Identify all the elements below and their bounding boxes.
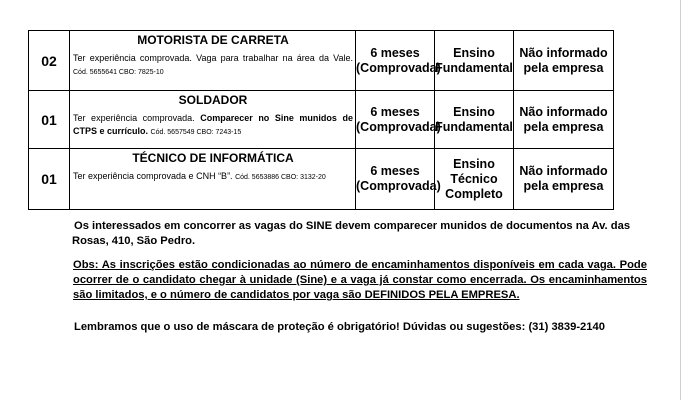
job-quantity: 01: [29, 91, 70, 149]
notice-line: Rosas, 410, São Pedro.: [72, 235, 196, 247]
education-line: Completo: [445, 186, 503, 201]
education-line: Ensino: [453, 45, 495, 60]
education-line: Técnico: [450, 171, 498, 186]
education-line: Fundamental: [435, 60, 513, 75]
education-line: Fundamental: [435, 119, 513, 134]
job-quantity: 02: [29, 31, 70, 91]
job-code: Cód. 5653886 CBO: 3132-20: [235, 174, 326, 181]
job-code: Cód. 5657549 CBO: 7243-15: [150, 129, 242, 136]
job-title: TÉCNICO DE INFORMÁTICA: [132, 151, 294, 165]
notice-paragraph: [74, 219, 646, 249]
job-desc-bold: Comparecer no Sine munidos de CTPS e currículo.: [73, 113, 353, 136]
job-code: Cód. 5655641 CBO: 7825-10: [73, 69, 164, 76]
job-desc-text: Ter experiência comprovada.: [73, 113, 195, 123]
obs-paragraph: Obs: As inscrições estão condicionadas ao número de encaminhamentos disponíveis em cada vaga. Pode ocorrer de o candidato chegar à unidade (Sine) e a vaga já constar como encerrada. Os encaminhamentos são limitados, e o número de candidatos por vaga são DEFINIDOS PELA EMPRESA.: [73, 259, 647, 301]
job-title: MOTORISTA DE CARRETA: [137, 33, 289, 47]
table-row: [29, 31, 614, 91]
job-salary: [514, 91, 614, 149]
salary-line: pela empresa: [523, 119, 604, 134]
job-description-cell: [70, 31, 356, 91]
salary-line: pela empresa: [523, 179, 604, 193]
education-line: Ensino: [453, 156, 495, 171]
reminder-paragraph: Lembramos que o uso de máscara de proteção é obrigatório! Dúvidas ou sugestões: (31) 3839-2140: [74, 321, 605, 333]
job-education: [435, 149, 514, 210]
job-quantity: 01: [29, 149, 70, 210]
table-row: [29, 91, 614, 149]
notice-line: Os interessados em concorrer as vagas do SINE devem comparecer munidos de documentos na Av. das: [74, 220, 631, 232]
job-experience: [356, 31, 441, 91]
experience-duration: 6 meses: [370, 45, 420, 60]
job-requirements: [73, 170, 353, 184]
job-education: [435, 31, 514, 91]
job-experience: [356, 149, 441, 210]
job-desc-text: Ter experiência comprovada e CNH “B”.: [73, 171, 233, 181]
salary-line: pela empresa: [523, 60, 604, 75]
experience-duration: 6 meses: [370, 104, 420, 119]
page-edge: [680, 0, 681, 400]
education-line: Ensino: [453, 104, 495, 119]
experience-proof: (Comprovada): [356, 119, 441, 134]
job-education: [435, 91, 514, 149]
experience-proof: (Comprovada): [356, 179, 441, 193]
job-requirements: [73, 112, 353, 139]
table-row: [29, 149, 614, 210]
job-salary: [514, 31, 614, 91]
job-table: [28, 30, 614, 210]
salary-line: Não informado: [519, 104, 608, 119]
job-desc-text: Ter experiência comprovada. Vaga para trabalhar na área da Vale.: [73, 53, 353, 63]
job-title: SOLDADOR: [178, 93, 248, 107]
job-salary: [514, 149, 614, 210]
job-description-cell: [70, 149, 356, 210]
job-description-cell: [70, 91, 356, 149]
job-requirements: [73, 52, 353, 79]
salary-line: Não informado: [519, 164, 608, 178]
salary-line: Não informado: [519, 45, 608, 60]
experience-proof: (Comprovada): [356, 60, 441, 75]
job-experience: [356, 91, 441, 149]
experience-duration: 6 meses: [370, 164, 420, 178]
